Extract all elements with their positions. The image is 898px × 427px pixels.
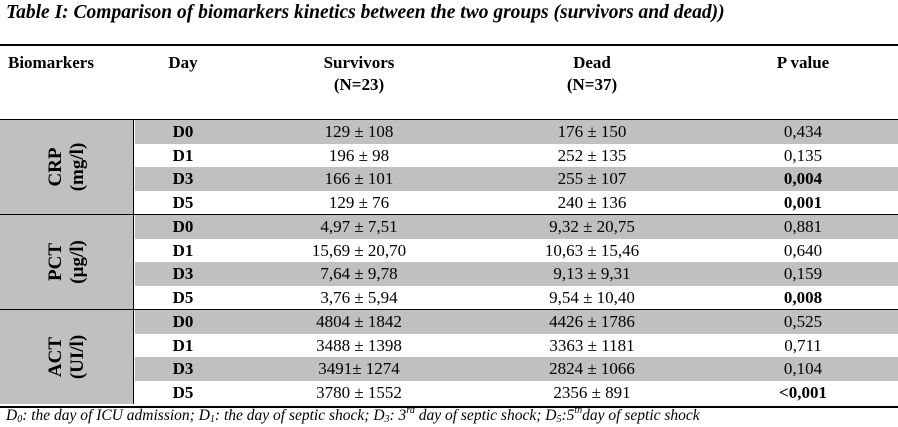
survivors-cell: 7,64 ± 9,78 xyxy=(320,264,398,283)
survivors-cell: 3,76 ± 5,94 xyxy=(320,287,398,307)
biomarker-label-cell xyxy=(0,120,134,214)
header-survivors-label: Survivors xyxy=(323,53,395,72)
day-cell: D1 xyxy=(172,240,194,260)
header-biomarkers: Biomarkers xyxy=(8,53,94,72)
p-value-cell: 0,434 xyxy=(783,122,823,141)
p-value-cell: 0,525 xyxy=(783,312,823,331)
table-row xyxy=(135,239,898,263)
table-row xyxy=(135,310,898,334)
p-value-cell: 0,008 xyxy=(783,287,823,307)
header-survivors xyxy=(244,52,474,96)
table-row xyxy=(135,357,898,381)
footnote-d1-sub: 1 xyxy=(209,414,215,425)
day-cell: D0 xyxy=(172,312,194,331)
day-cell: D1 xyxy=(172,145,194,165)
biomarker-name: PCT xyxy=(44,243,66,282)
table-row xyxy=(135,120,898,144)
day-cell: D0 xyxy=(172,217,194,236)
footnote-d5-rest: day of septic shock xyxy=(582,407,700,424)
survivors-cell: 3780 ± 1552 xyxy=(316,382,402,402)
dead-cell: 255 ± 107 xyxy=(557,169,627,188)
survivors-cell: 4804 ± 1842 xyxy=(316,312,402,331)
day-cell: D5 xyxy=(172,287,194,307)
biomarker-unit: (UI/l) xyxy=(66,334,88,380)
dead-cell: 2824 ± 1066 xyxy=(549,359,635,378)
footnote-d1-symbol: D xyxy=(198,407,210,424)
p-value-cell: 0,159 xyxy=(783,264,823,283)
survivors-cell: 3491± 1274 xyxy=(318,359,400,378)
footnote-d3-rest: day of septic shock; xyxy=(414,407,546,424)
footnote-d3-sub: 3 xyxy=(384,414,390,425)
day-cell: D1 xyxy=(172,335,194,355)
header-dead xyxy=(476,52,708,96)
table-row xyxy=(135,215,898,239)
p-value-cell: 0,104 xyxy=(783,359,823,378)
biomarker-label xyxy=(45,143,89,192)
dead-cell: 240 ± 136 xyxy=(557,192,627,212)
table-row xyxy=(135,167,898,191)
footnote-d0-sub: 0 xyxy=(17,414,23,425)
survivors-cell: 129 ± 108 xyxy=(324,122,394,141)
footnote-d0-symbol: D xyxy=(6,407,18,424)
footnote-d3-symbol: D xyxy=(373,407,385,424)
p-value-cell: <0,001 xyxy=(779,382,827,402)
p-value-cell: 0,881 xyxy=(783,217,823,236)
day-cell: D3 xyxy=(172,169,194,188)
table-row xyxy=(135,286,898,310)
footnote-d3-text: : 3 xyxy=(389,407,407,424)
header-survivors-n: (N=23) xyxy=(333,75,385,94)
day-cell: D5 xyxy=(172,382,194,402)
dead-cell: 252 ± 135 xyxy=(557,145,627,165)
biomarker-name: CRP xyxy=(44,147,66,187)
biomarker-label-cell xyxy=(0,215,134,309)
dead-cell: 4426 ± 1786 xyxy=(549,312,635,331)
header-p-value: P value xyxy=(776,53,830,72)
survivors-cell: 129 ± 76 xyxy=(328,192,390,212)
biomarker-label xyxy=(45,240,89,284)
footnote-d0-text: : the day of ICU admission; xyxy=(22,407,199,424)
footnote-d3-sup: rd xyxy=(406,405,415,416)
p-value-cell: 0,711 xyxy=(784,335,822,355)
header-day: Day xyxy=(168,53,198,72)
footnote-d5-symbol: D xyxy=(545,407,557,424)
dead-cell: 2356 ± 891 xyxy=(553,382,631,402)
survivors-cell: 15,69 ± 20,70 xyxy=(311,240,407,260)
table-top-rule xyxy=(0,44,898,46)
survivors-cell: 166 ± 101 xyxy=(324,169,394,188)
biomarker-unit: (µg/l) xyxy=(66,240,88,284)
table-row xyxy=(135,191,898,215)
survivors-cell: 3488 ± 1398 xyxy=(316,335,402,355)
p-value-cell: 0,135 xyxy=(783,145,823,165)
day-cell: D3 xyxy=(172,359,194,378)
table-row xyxy=(135,144,898,168)
footnote-d5-sub: 5 xyxy=(556,414,562,425)
dead-cell: 3363 ± 1181 xyxy=(549,335,635,355)
day-cell: D3 xyxy=(172,264,194,283)
dead-cell: 9,54 ± 10,40 xyxy=(549,287,635,307)
table-row xyxy=(135,334,898,358)
survivors-cell: 196 ± 98 xyxy=(328,145,390,165)
dead-cell: 9,32 ± 20,75 xyxy=(549,217,635,236)
p-value-cell: 0,001 xyxy=(783,192,823,212)
p-value-cell: 0,640 xyxy=(783,240,823,260)
table-caption: Table I: Comparison of biomarkers kinetics between the two groups (survivors and dead)) xyxy=(6,2,725,23)
table-row xyxy=(135,262,898,286)
biomarker-name: ACT xyxy=(44,336,66,378)
footnote-d5-sup: th xyxy=(574,405,583,416)
day-cell: D0 xyxy=(172,122,194,141)
biomarker-unit: (mg/l) xyxy=(66,142,88,192)
dead-cell: 10,63 ± 15,46 xyxy=(544,240,640,260)
header-dead-label: Dead xyxy=(573,53,611,72)
table-footnote xyxy=(6,405,700,425)
biomarker-label xyxy=(45,335,89,379)
p-value-cell: 0,004 xyxy=(783,169,823,188)
header-dead-n: (N=37) xyxy=(566,75,618,94)
footnote-d1-text: : the day of septic shock; xyxy=(214,407,374,424)
table-row xyxy=(135,381,898,405)
dead-cell: 176 ± 150 xyxy=(557,122,627,141)
day-cell: D5 xyxy=(172,192,194,212)
footnote-d5-text: :5 xyxy=(561,407,575,424)
survivors-cell: 4,97 ± 7,51 xyxy=(320,217,398,236)
dead-cell: 9,13 ± 9,31 xyxy=(553,264,631,283)
biomarker-label-cell xyxy=(0,310,134,404)
